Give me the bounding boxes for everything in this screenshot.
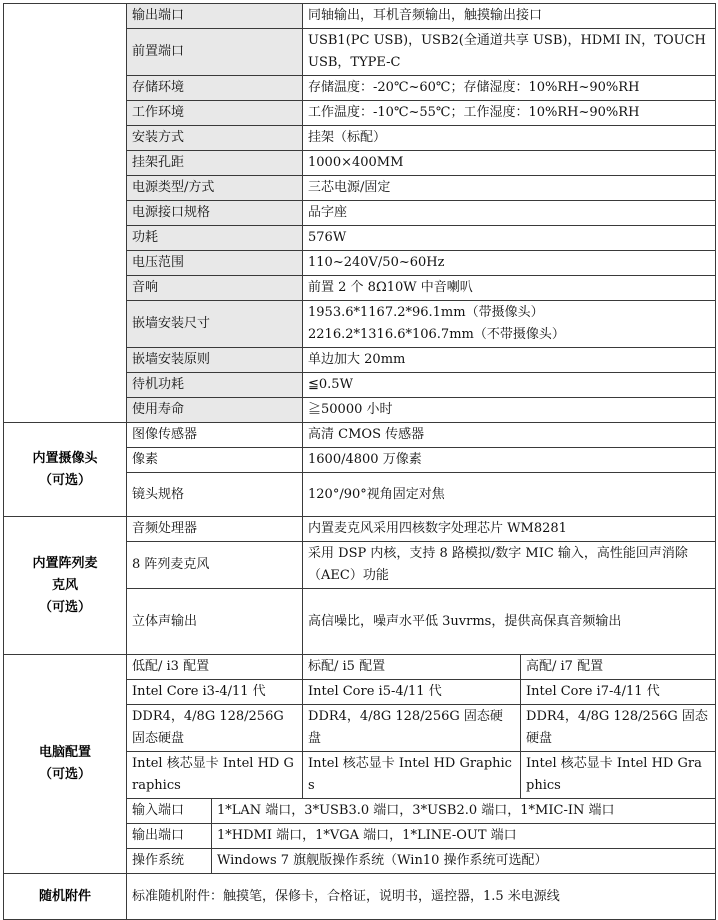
port-value: Windows 7 旗舰版操作系统（Win10 操作系统可选配）	[212, 849, 716, 874]
spec-label: 使用寿命	[127, 398, 303, 423]
port-value: 1*LAN 端口，3*USB3.0 端口，3*USB2.0 端口，1*MIC-IN 端口	[212, 799, 716, 824]
config-graphics: Intel 核芯显卡 Intel HD Graphics	[127, 752, 303, 799]
section-title-line: 电脑配置	[38, 745, 91, 760]
spec-label: 音响	[127, 276, 303, 301]
computer-section-title	[4, 655, 127, 874]
spec-label: 待机功耗	[127, 373, 303, 398]
accessories-value: 标准随机附件：触摸笔，保修卡，合格证，说明书，遥控器，1.5 米电源线	[127, 874, 716, 920]
spec-value: 高信噪比，噪声水平低 3uvrms，提供高保真音频输出	[303, 589, 716, 655]
config-header: 标配/ i5 配置	[303, 655, 521, 680]
camera-section-title	[4, 423, 127, 517]
spec-label: 输出端口	[127, 4, 303, 29]
spec-value: 存储温度：-20℃~60℃；存储湿度：10%RH~90%RH	[303, 76, 716, 101]
spec-row	[4, 423, 716, 448]
spec-row	[4, 4, 716, 29]
spec-value: 内置麦克风采用四核数字处理芯片 WM8281	[303, 517, 716, 542]
spec-value: 1000×400MM	[303, 151, 716, 176]
spec-value: 576W	[303, 226, 716, 251]
spec-value: 120°/90°视角固定对焦	[303, 473, 716, 517]
section-title-line: 克风	[51, 577, 78, 593]
config-storage: DDR4，4/8G 128/256G 固态硬盘	[521, 705, 716, 752]
general-section-cell	[4, 4, 127, 423]
config-graphics: Intel 核芯显卡 Intel HD Graphics	[303, 752, 521, 799]
spec-value: 1600/4800 万像素	[303, 448, 716, 473]
spec-row	[4, 517, 716, 542]
spec-value: 单边加大 20mm	[303, 348, 716, 373]
spec-label: 图像传感器	[127, 423, 303, 448]
spec-value: ≦0.5W	[303, 373, 716, 398]
spec-value: 110~240V/50~60Hz	[303, 251, 716, 276]
spec-value: 挂架（标配）	[303, 126, 716, 151]
spec-label: 8 阵列麦克风	[127, 542, 303, 589]
spec-label: 电源接口规格	[127, 201, 303, 226]
config-header: 低配/ i3 配置	[127, 655, 303, 680]
spec-label: 前置端口	[127, 29, 303, 76]
config-storage: DDR4，4/8G 128/256G 固态硬盘	[303, 705, 521, 752]
config-cpu: Intel Core i3-4/11 代	[127, 680, 303, 705]
spec-value: 前置 2 个 8Ω10W 中音喇叭	[303, 276, 716, 301]
config-cpu: Intel Core i5-4/11 代	[303, 680, 521, 705]
section-title-line: （可选）	[38, 767, 91, 782]
config-storage: DDR4，4/8G 128/256G 固态硬盘	[127, 705, 303, 752]
spec-label: 工作环境	[127, 101, 303, 126]
port-value: 1*HDMI 端口，1*VGA 端口，1*LINE-OUT 端口	[212, 824, 716, 849]
spec-label: 电源类型/方式	[127, 176, 303, 201]
spec-value-line: 1953.6*1167.2*96.1mm（带摄像头）	[308, 305, 544, 320]
spec-label: 嵌墙安装原则	[127, 348, 303, 373]
section-title-line: 内置阵列麦	[32, 555, 98, 571]
accessories-section-title: 随机附件	[4, 874, 127, 920]
config-header: 高配/ i7 配置	[521, 655, 716, 680]
spec-value: 采用 DSP 内核，支持 8 路模拟/数字 MIC 输入，高性能回声消除（AEC）功能	[303, 542, 716, 589]
spec-label: 嵌墙安装尺寸	[127, 301, 303, 348]
spec-label: 镜头规格	[127, 473, 303, 517]
config-header-row	[4, 655, 716, 680]
spec-label: 像素	[127, 448, 303, 473]
section-title-line: （可选）	[38, 472, 91, 488]
config-cpu: Intel Core i7-4/11 代	[521, 680, 716, 705]
spec-label: 存储环境	[127, 76, 303, 101]
spec-value	[303, 301, 716, 348]
config-graphics: Intel 核芯显卡 Intel HD Graphics	[521, 752, 716, 799]
section-title-line: 内置摄像头	[32, 450, 98, 466]
spec-label: 电压范围	[127, 251, 303, 276]
spec-label: 挂架孔距	[127, 151, 303, 176]
spec-value-line: 2216.2*1316.6*106.7mm（不带摄像头）	[308, 327, 565, 342]
spec-value: 工作温度：-10℃~55℃；工作湿度：10%RH~90%RH	[303, 101, 716, 126]
spec-label: 立体声输出	[127, 589, 303, 655]
port-label: 操作系统	[127, 849, 212, 874]
spec-value: 品字座	[303, 201, 716, 226]
spec-value: ≧50000 小时	[303, 398, 716, 423]
port-label: 输入端口	[127, 799, 212, 824]
spec-value: 三芯电源/固定	[303, 176, 716, 201]
microphone-section-title	[4, 517, 127, 655]
spec-table	[3, 3, 716, 920]
spec-label: 功耗	[127, 226, 303, 251]
spec-label: 音频处理器	[127, 517, 303, 542]
spec-value: USB1(PC USB)，USB2(全通道共享 USB)，HDMI IN，TOUCH USB，TYPE-C	[303, 29, 716, 76]
spec-value: 同轴输出，耳机音频输出，触摸输出接口	[303, 4, 716, 29]
port-label: 输出端口	[127, 824, 212, 849]
section-title-line: （可选）	[38, 599, 91, 615]
spec-label: 安装方式	[127, 126, 303, 151]
accessories-row	[4, 874, 716, 920]
spec-value: 高清 CMOS 传感器	[303, 423, 716, 448]
